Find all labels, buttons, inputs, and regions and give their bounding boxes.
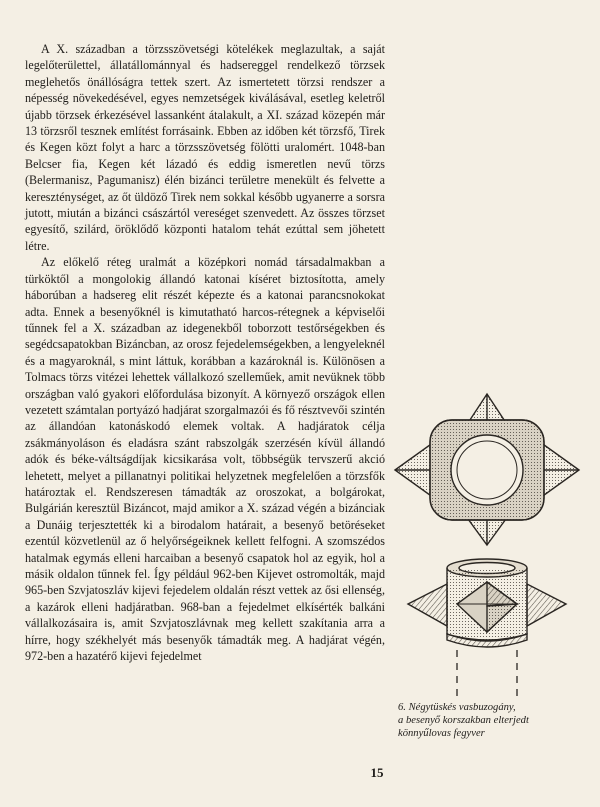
handle-guides [457, 650, 517, 696]
paragraph-1: A X. században a törzsszövetségi kötelékek meglazultak, a saját legelőterülettel, állatállománnyal és hadsereggel rendelkező törzsek meglehetős önállóságra tettek szert. Az ismertetett törzsi rendszer a népesség növekedésével, egyes nemzetségek kiválásával, esetleg keletről újabb törzsek érkezésével lassanként átalakult, a XI. század közepén már 13 törzsről tesznek említést forrásaink. Ebben az időben két törzsfő, Tirek és Kegen közt folyt a harc a törzsszövetség fölötti uralomért. 1048-ban Belcser fia, Kegen két lázadó és eddig ismeretlen nevű törzs (Belermanisz, Pagumanisz) élén bizánci területre menekült és felvette a kereszténységet, az őt üldöző Tirek nem sokkal később ugyanerre a sorsra jutott, miután a bizánci császártól vereséget szenvedett. Az összes törzset egyesítő, szilárd, öröklődő központi hatalom tehát ezúttal sem jöhetett létre. [25, 42, 385, 253]
mace-head-figure [392, 392, 582, 697]
mace-side-view [408, 559, 566, 647]
caption-line-2: a besenyő korszakban elterjedt [398, 715, 529, 726]
page-number: 15 [370, 765, 384, 780]
figure-caption [398, 701, 588, 740]
caption-line-1: 6. Négytüskés vasbuzogány, [398, 702, 516, 713]
mace-top-view [395, 394, 579, 545]
mace-head-illustration-icon [392, 392, 582, 697]
main-text-column [25, 41, 385, 664]
paragraph-2: Az előkelő réteg uralmát a középkori nomád társadalmakban a türköktől a mongolokig állandó katonai kíséret biztosította, amely háborúban a hadsereg elit részét képezte és a katonai parancsnokokat adta. Ennek a besenyőknél is kimutatható harcos-rétegnek a képviselői tűnnek fel a X. században az idegenekből toborzott testőrségekben és segédcsapatokban Bizáncban, az orosz fejedelemségekben, a lengyeleknél és a magyaroknál, s mint láttuk, korábban a kazároknál is. Különösen a Tolmacs törzs vitézei lehettek vállalkozó szelleműek, amit nevüknek több országban való gyakori előfordulása bizonyít. A környező országok ellen vezetett számtalan portyázó hadjárat szorgalmazói és fő résztvevői szintén az állandóan katonáskodó elemek voltak. A hadjáratok célja zsákmányoláson és eladásra szánt rabszolgák szerzésén kívül állandó adók és béke-váltságdíjak kicsikarása volt, többségük tervszerű akció lehetett, melyet a pillanatnyi politikai helyzetnek megfelelően a törzsfők határoztak el. Rendszeresen támadták az oroszokat, a bolgárokat, Bulgárián keresztül Bizáncot, majd amikor a X. század végén a bizánciak a Dunáig terjesztették ki a birodalom határait, a besenyő betöréseket ezentúl közvetlenül az ő helyőrségeiknek kellett felfogni. A szomszédos hatalmak egymás elleni harcaiban a besenyő csapatok hol az egyik, hol a másik oldalon tűnnek fel. Így például 962-ben Kijevet ostromolták, majd 965-ben Szvjatoszláv kijevi fejedelem oldalán részt vettek az ősi ellenség, a kazárok elleni hadjáratban. 968-ban a fejedelmet elkísérték balkáni vállalkozásaira is, amit Szvjatoszlávnak meg kellett szakítania arra a hírre, hogy székhelyét más besenyők támadták meg. A hadjárat végén, 972-ben a hazatérő kijevi fejedelmet [25, 255, 385, 664]
caption-line-3: könnyűlovas fegyver [398, 728, 485, 739]
